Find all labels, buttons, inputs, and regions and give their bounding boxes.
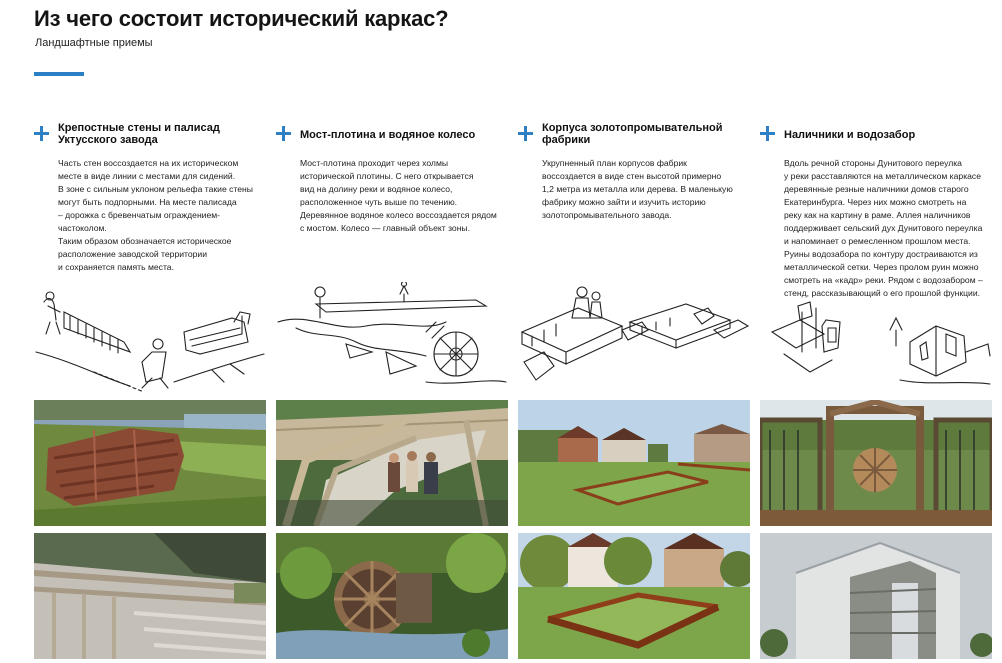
photo-wooden-bridge-people (276, 400, 508, 526)
page-title: Из чего состоит исторический каркас? (34, 6, 449, 31)
column-title: Корпуса золотопромывательной фабрики (542, 122, 723, 146)
column-window-frames (760, 122, 998, 298)
photo-carved-frames-gate (760, 400, 992, 526)
column-description: Часть стен воссоздается на их историческом месте в виде линии с местами для сидений. В зоне с сильным уклоном рельефа такие стены могут быть подпорными. На месте палисада – дорожка с бревенчатым ограждением- частоколом. Таким образом обозначается историческое расположение заводской территории и сохраняется память места. (58, 158, 253, 272)
sketch-fortress-wall (34, 282, 266, 394)
plus-icon[interactable] (760, 126, 775, 141)
photo-wooden-boardwalk (34, 533, 266, 659)
accent-bar (34, 72, 84, 76)
column-title: Мост-плотина и водяное колесо (300, 129, 476, 141)
photo-brick-wall-ruins (34, 400, 266, 526)
plus-icon[interactable] (276, 126, 291, 141)
photo-metal-walls-lawn (518, 400, 750, 526)
page-subtitle: Ландшафтные приемы (35, 37, 153, 49)
sketch-frames-ruins (760, 282, 992, 394)
column-title: Крепостные стены и палисад Уктусского завода (58, 122, 220, 146)
sketch-factory-walls (518, 282, 750, 394)
column-title: Наличники и водозабор (784, 129, 916, 141)
photo-corten-walls-houses (518, 533, 750, 659)
column-description: Вдоль речной стороны Дунитового переулка у реки расставляются на металлическом каркасе деревянные резные наличники домов старого Екатеринбурга. Через них можно смотреть на реку как на картину в раме. Аллея наличников поддерживает сельский дух Дунитового переулка и напоминает о ремесленном прошлом места. Руины водозабора по контуру достраиваются из металлической сетки. Через пролом руин можно смотреть на «кадр» реки. Рядом с водозабором – стенд, рассказывающий о его прошлой функции. (784, 158, 983, 298)
photo-ruin-mesh-frame (760, 533, 992, 659)
column-fortress-walls (34, 122, 272, 272)
column-description: Укрупненный план корпусов фабрик воссоздается в виде стен высотой примерно 1,2 метра из металла или дерева. В маленькую фабрику можно зайти и изучить историю золотопромывательного завода. (542, 158, 733, 220)
sketch-dam-bridge (276, 282, 508, 394)
column-description: Мост-плотина проходит через холмы исторической плотины. С него открывается вид на долину реки и водяное колесо, расположенное чуть выше по течению. Деревянное водяное колесо воссоздается рядом с мостом. Колесо — главный объект зоны. (300, 158, 497, 233)
plus-icon[interactable] (518, 126, 533, 141)
plus-icon[interactable] (34, 126, 49, 141)
column-dam-bridge (276, 122, 514, 233)
column-factory-buildings (518, 122, 756, 220)
photo-water-wheel (276, 533, 508, 659)
